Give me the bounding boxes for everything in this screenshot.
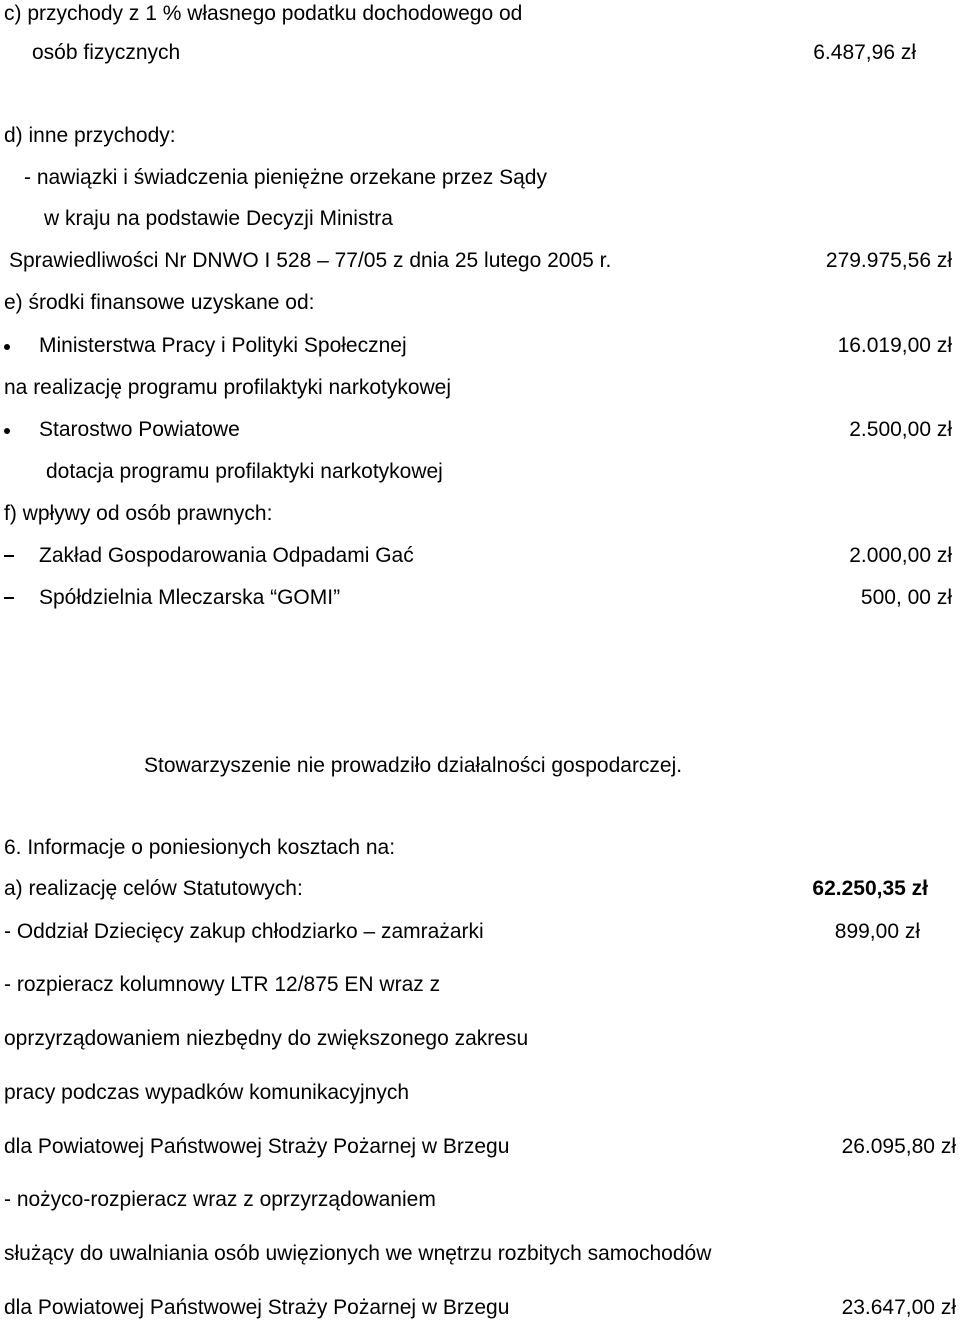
c-line-2: osób fizycznych xyxy=(32,41,181,64)
cost-item-3-line-1: - nożyco-rozpieracz wraz z oprzyrządowaniem xyxy=(4,1188,436,1211)
c-line-1: c) przychody z 1 % własnego podatku dochodowego od xyxy=(4,2,523,25)
f-item-1: Zakład Gospodarowania Odpadami Gać xyxy=(39,544,414,567)
cost-item-1-amount: 899,00 zł xyxy=(834,920,920,943)
bullet-icon xyxy=(4,344,10,350)
dash-icon xyxy=(4,555,14,557)
cost-item-2-amount: 26.095,80 zł xyxy=(841,1135,956,1158)
cost-item-2-line-3: pracy podczas wypadków komunikacyjnych xyxy=(4,1081,410,1104)
d-amount: 279.975,56 zł xyxy=(825,249,952,272)
f-heading: f) wpływy od osób prawnych: xyxy=(4,502,273,525)
e-item-1-amount: 16.019,00 zł xyxy=(837,334,952,357)
section-6-heading: 6. Informacje o poniesionych kosztach na: xyxy=(4,836,396,859)
cost-item-2-line-2: oprzyrządowaniem niezbędny do zwiększonego zakresu xyxy=(4,1027,529,1050)
e-item-2: Starostwo Powiatowe xyxy=(39,418,240,441)
e-item-1-note: na realizację programu profilaktyki narkotykowej xyxy=(4,376,452,399)
e-item-1: Ministerstwa Pracy i Polityki Społecznej xyxy=(39,334,407,357)
cost-item-2-line-1: - rozpieracz kolumnowy LTR 12/875 EN wraz z xyxy=(4,973,441,996)
section-6a: a) realizację celów Statutowych: xyxy=(4,877,303,900)
cost-item-3-line-3: dla Powiatowej Państwowej Straży Pożarnej w Brzegu xyxy=(4,1296,510,1319)
e-item-2-amount: 2.500,00 zł xyxy=(849,418,952,441)
e-heading: e) środki finansowe uzyskane od: xyxy=(4,291,315,314)
cost-item-3-line-2: służący do uwalniania osób uwięzionych we wnętrzu rozbitych samochodów xyxy=(4,1242,712,1265)
bullet-icon xyxy=(4,428,10,434)
f-item-2-amount: 500, 00 zł xyxy=(860,586,952,609)
f-item-1-amount: 2.000,00 zł xyxy=(849,544,952,567)
e-item-2-note: dotacja programu profilaktyki narkotykowej xyxy=(46,460,443,483)
cost-item-3-amount: 23.647,00 zł xyxy=(841,1296,956,1319)
d-line-3: Sprawiedliwości Nr DNWO I 528 – 77/05 z dnia 25 lutego 2005 r. xyxy=(9,249,612,272)
section-6a-amount: 62.250,35 zł xyxy=(812,877,928,900)
cost-item-1: - Oddział Dziecięcy zakup chłodziarko – zamrażarki xyxy=(4,920,484,943)
c-amount: 6.487,96 zł xyxy=(813,41,916,64)
statement-text: Stowarzyszenie nie prowadziło działalności gospodarczej. xyxy=(144,754,683,777)
d-line-2: w kraju na podstawie Decyzji Ministra xyxy=(44,207,393,230)
d-heading: d) inne przychody: xyxy=(4,124,176,147)
cost-item-2-line-4: dla Powiatowej Państwowej Straży Pożarnej w Brzegu xyxy=(4,1135,510,1158)
f-item-2: Spółdzielnia Mleczarska “GOMI” xyxy=(39,586,341,609)
dash-icon xyxy=(4,597,14,599)
d-line-1: - nawiązki i świadczenia pieniężne orzekane przez Sądy xyxy=(24,166,547,189)
